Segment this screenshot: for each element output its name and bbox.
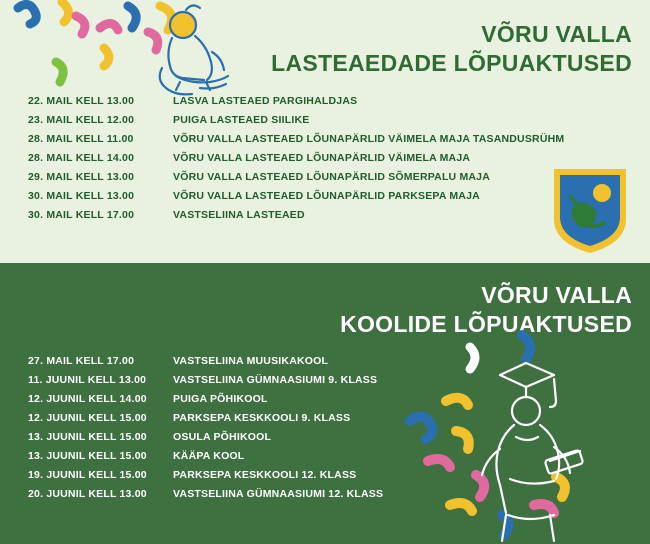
list-item	[28, 469, 628, 481]
event-datetime: 19. JUUNIL KELL 15.00	[28, 469, 147, 481]
event-datetime: 22. MAIL KELL 13.00	[28, 95, 135, 107]
schools-event-list	[28, 355, 628, 507]
list-item	[28, 374, 628, 386]
list-item	[28, 209, 628, 221]
list-item	[28, 355, 628, 367]
kindergarten-section	[0, 0, 650, 263]
event-name: VASTSELIINA GÜMNAASIUMI 9. KLASS	[173, 374, 378, 386]
event-name: PUIGA LASTEAED SIILIKE	[173, 114, 310, 126]
event-datetime: 12. JUUNIL KELL 15.00	[28, 412, 147, 424]
list-item	[28, 450, 628, 462]
event-name: VÕRU VALLA LASTEAED LÕUNAPÄRLID VÄIMELA MAJA TASANDUSRÜHM	[173, 133, 565, 145]
list-item	[28, 190, 628, 202]
event-name: VÕRU VALLA LASTEAED LÕUNAPÄRLID SÕMERPALU MAJA	[173, 171, 491, 183]
event-name: OSULA PÕHIKOOL	[173, 431, 272, 443]
event-name: KÄÄPA KOOL	[173, 450, 245, 462]
schools-title-line1: VÕRU VALLA	[481, 282, 632, 308]
kindergarten-title-line2: LASTEAEDADE LÕPUAKTUSED	[271, 50, 632, 77]
schools-section	[0, 263, 650, 544]
list-item	[28, 488, 628, 500]
event-name: VÕRU VALLA LASTEAED LÕUNAPÄRLID PARKSEPA MAJA	[173, 190, 480, 202]
event-datetime: 28. MAIL KELL 14.00	[28, 152, 135, 164]
list-item	[28, 133, 628, 145]
list-item	[28, 95, 628, 107]
event-name: VASTSELIINA MUUSIKAKOOL	[173, 355, 329, 367]
event-datetime: 20. JUUNIL KELL 13.00	[28, 488, 147, 500]
list-item	[28, 412, 628, 424]
list-item	[28, 114, 628, 126]
list-item	[28, 152, 628, 164]
list-item	[28, 431, 628, 443]
event-datetime: 27. MAIL KELL 17.00	[28, 355, 135, 367]
kindergarten-title-line1: VÕRU VALLA	[481, 21, 632, 47]
event-datetime: 28. MAIL KELL 11.00	[28, 133, 134, 145]
schools-title-line2: KOOLIDE LÕPUAKTUSED	[340, 311, 632, 338]
event-datetime: 30. MAIL KELL 13.00	[28, 190, 135, 202]
event-name: VÕRU VALLA LASTEAED LÕUNAPÄRLID VÄIMELA MAJA	[173, 152, 471, 164]
coat-of-arms-icon	[552, 167, 628, 255]
list-item	[28, 393, 628, 405]
event-datetime: 11. JUUNIL KELL 13.00	[28, 374, 147, 386]
event-name: PUIGA PÕHIKOOL	[173, 393, 268, 405]
event-name: PARKSEPA KESKKOOLI 12. KLASS	[173, 469, 357, 481]
kindergarten-headline	[271, 20, 632, 79]
event-datetime: 29. MAIL KELL 13.00	[28, 171, 135, 183]
event-datetime: 13. JUUNIL KELL 15.00	[28, 431, 147, 443]
event-name: LASVA LASTEAED PARGIHALDJAS	[173, 95, 358, 107]
event-datetime: 13. JUUNIL KELL 15.00	[28, 450, 147, 462]
event-name: VASTSELIINA GÜMNAASIUMI 12. KLASS	[173, 488, 384, 500]
event-name: PARKSEPA KESKKOOLI 9. KLASS	[173, 412, 351, 424]
event-datetime: 12. JUUNIL KELL 14.00	[28, 393, 147, 405]
list-item	[28, 171, 628, 183]
event-datetime: 23. MAIL KELL 12.00	[28, 114, 135, 126]
event-name: VASTSELIINA LASTEAED	[173, 209, 305, 221]
kindergarten-event-list	[28, 95, 628, 228]
event-datetime: 30. MAIL KELL 17.00	[28, 209, 135, 221]
